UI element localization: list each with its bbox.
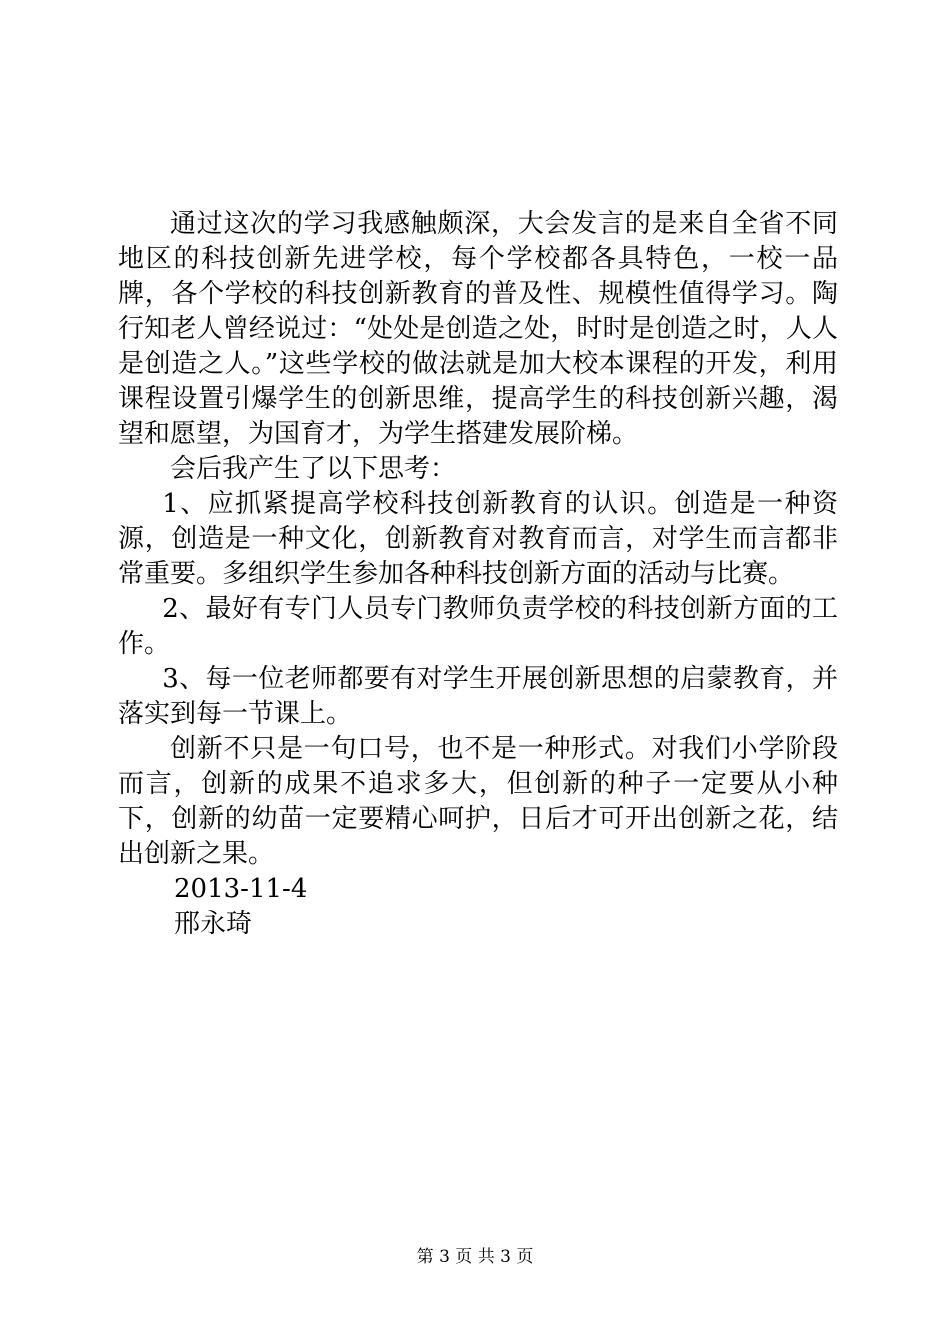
document-author: 邢永琦 — [174, 909, 253, 939]
document-date: 2013-11-4 — [174, 874, 308, 904]
paragraph-conclusion: 创新不只是一句口号，也不是一种形式。对我们小学阶段而言，创新的成果不追求多大，但创新的种子一定要从小种下，创新的幼苗一定要精心呵护，日后才可开出创新之花，结出创新之果。 — [118, 734, 838, 869]
paragraph-point-2: 2、最好有专门人员专门教师负责学校的科技创新方面的工作。 — [118, 594, 838, 659]
document-body — [118, 207, 838, 942]
paragraph-point-3: 3、每一位老师都要有对学生开展创新思想的启蒙教育，并落实到每一节课上。 — [118, 664, 838, 729]
page-number-footer: 第 3 页 共 3 页 — [416, 1247, 534, 1267]
paragraph-reflection-lead: 会后我产生了以下思考： — [170, 454, 457, 484]
paragraph-point-1: 1、应抓紧提高学校科技创新教育的认识。创造是一种资源，创造是一种文化，创新教育对教育而言，对学生而言都非常重要。多组织学生参加各种科技创新方面的活动与比赛。 — [118, 489, 838, 589]
paragraph-intro: 通过这次的学习我感触颇深，大会发言的是来自全省不同地区的科技创新先进学校，每个学校都各具特色，一校一品牌，各个学校的科技创新教育的普及性、规模性值得学习。陶行知老人曾经说过：“处处是创造之处，时时是创造之时，人人是创造之人。”这些学校的做法就是加大校本课程的开发，利用课程设置引爆学生的创新思维，提高学生的科技创新兴趣，渴望和愿望，为国育才，为学生搭建发展阶梯。 — [118, 209, 838, 449]
